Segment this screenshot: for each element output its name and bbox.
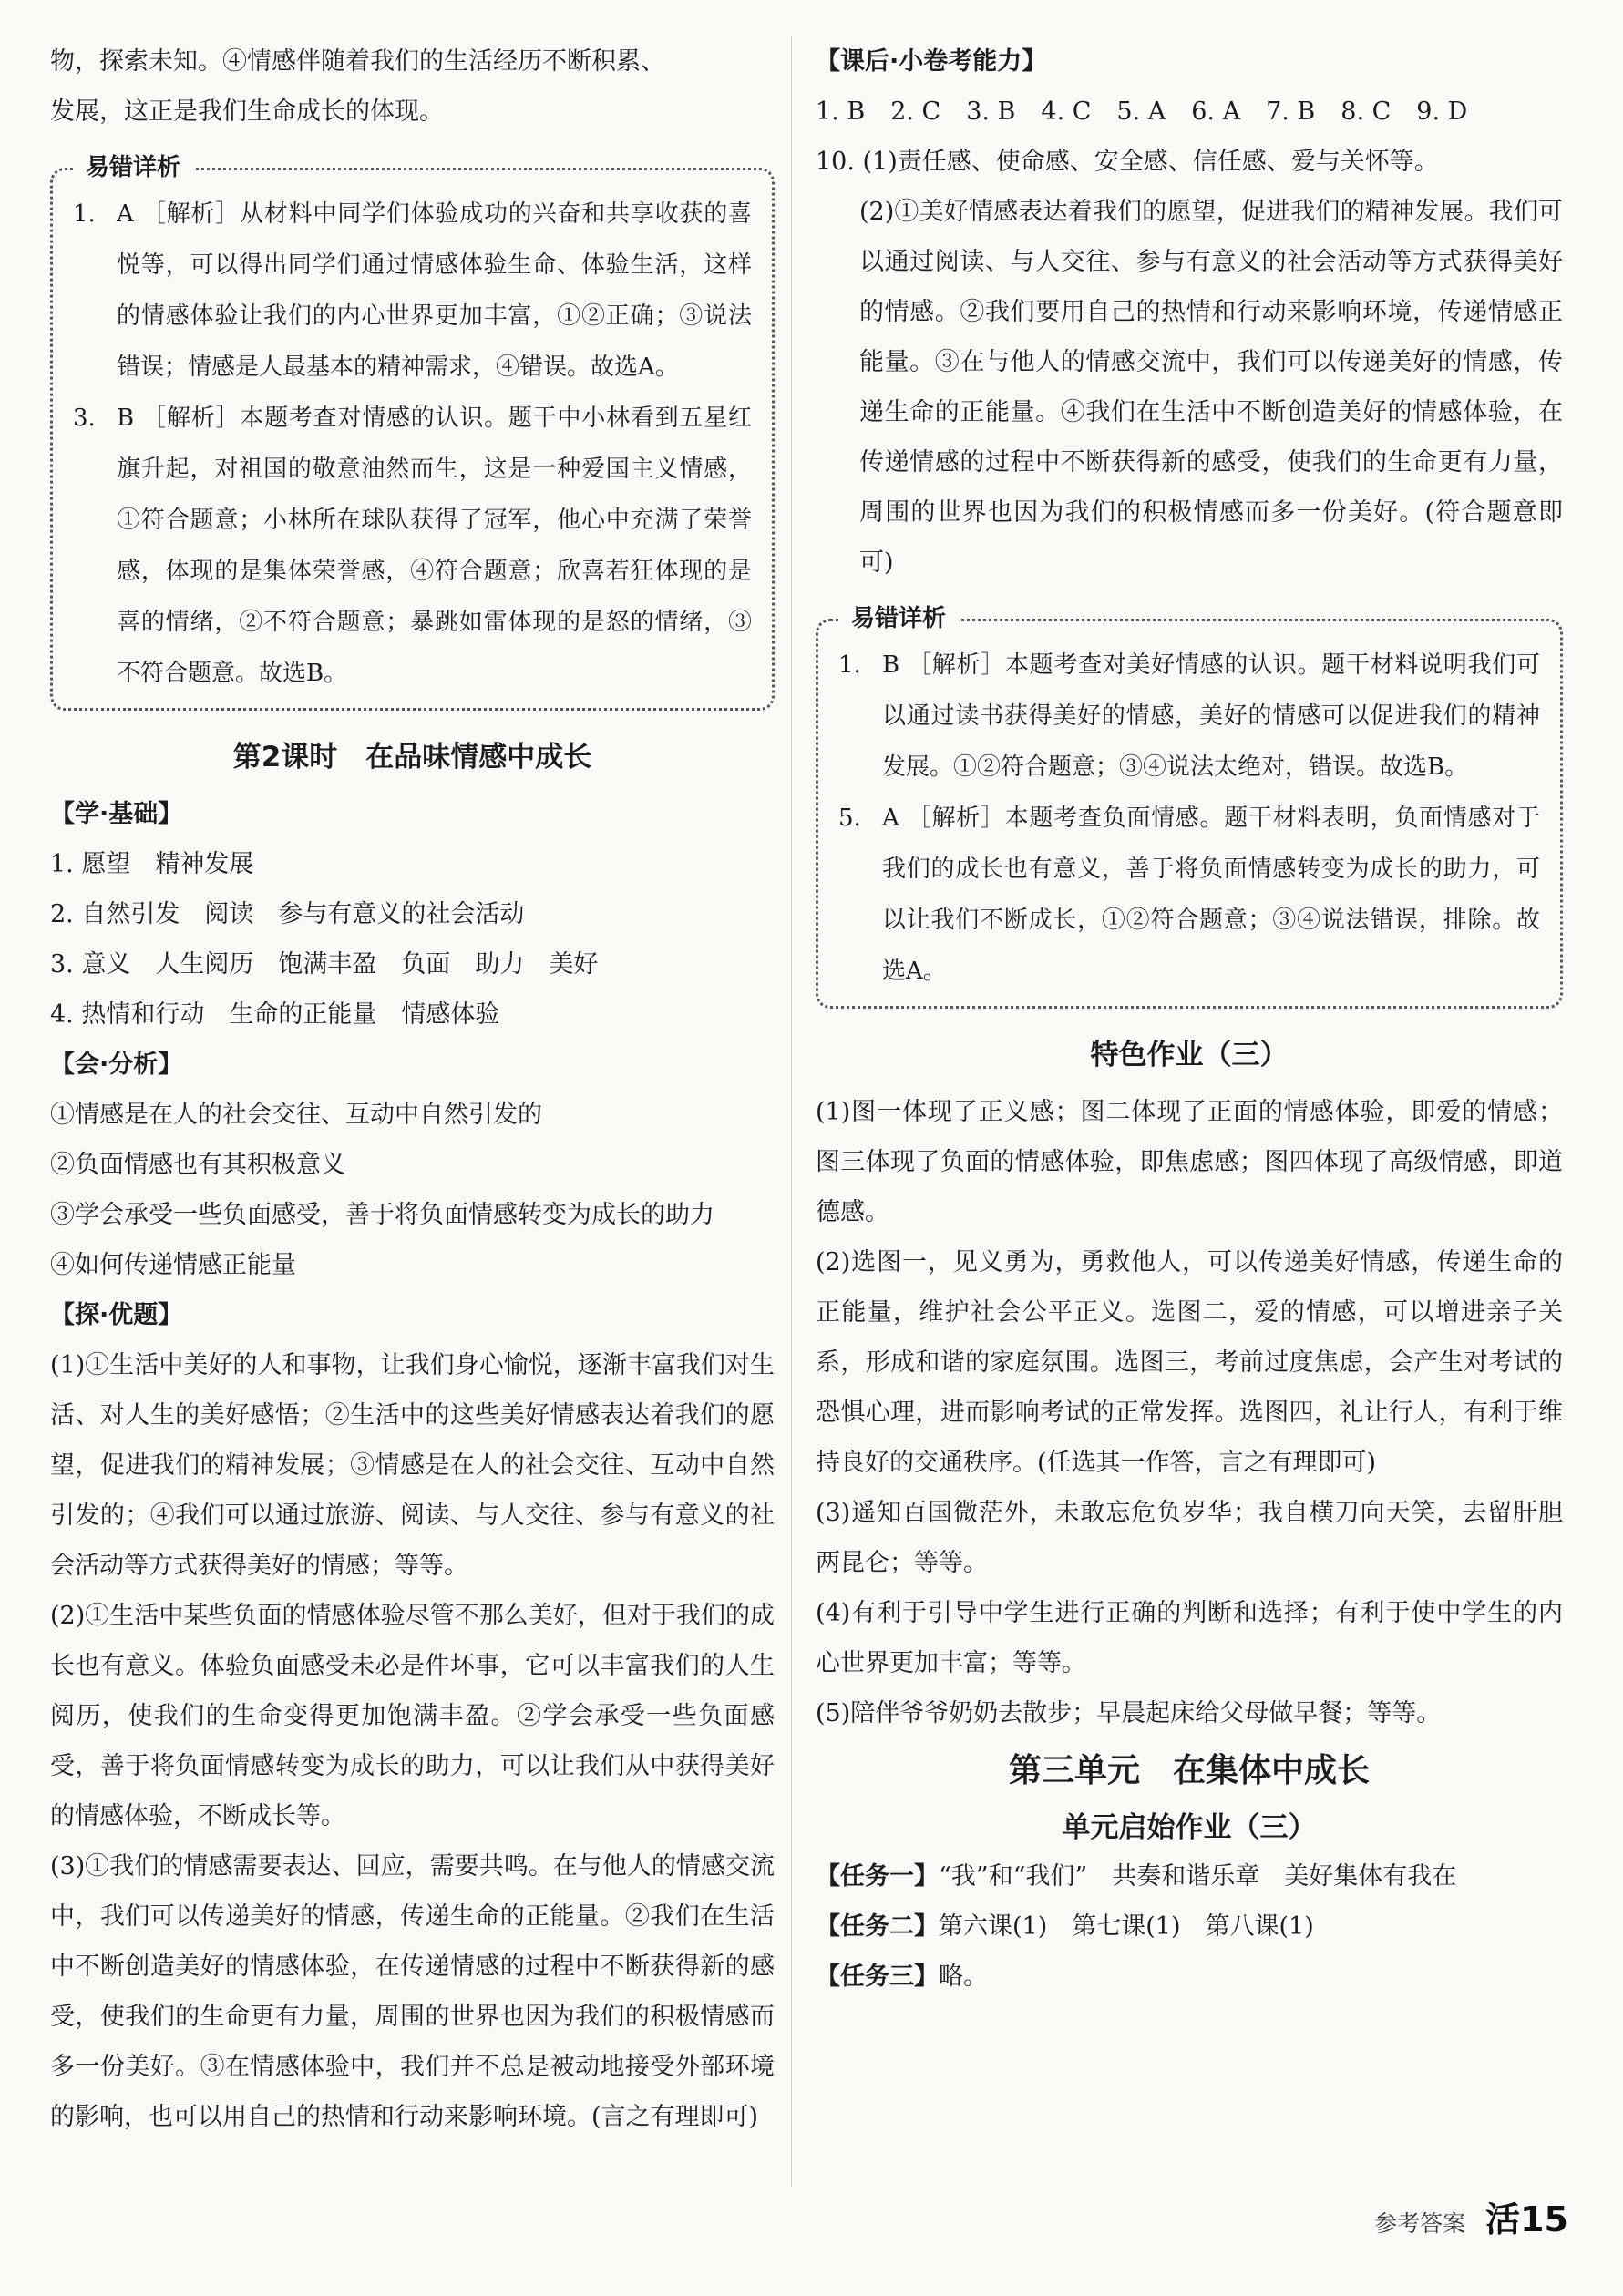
box-title: 易错详析: [838, 603, 959, 634]
q10-line: 10. (1)责任感、使命感、安全感、信任感、爱与关怀等。: [816, 148, 1439, 176]
item-number: 1.: [73, 200, 96, 228]
task-text: 略。: [939, 1963, 988, 1991]
analyze-line: ③学会承受一些负面感受，善于将负面情感转变为成长的助力: [50, 1201, 714, 1229]
intro-line-2: 发展，这正是我们生命成长的体现。: [50, 97, 444, 126]
special-para: (2)选图一，见义勇为，勇救他人，可以传递美好情感，传递生命的正能量，维护社会公平正义。选图二，爱的情感，可以增进亲子关系，形成和谐的家庭氛围。选图三，考前过度焦虑，会产生对考试的恐惧心理，进而影响考试的正常发挥。选图四，礼让行人，有利于维持良好的交通秩序。(任选其一作答，言之有理即可): [816, 1248, 1563, 1477]
answer: 7. B: [1266, 97, 1316, 126]
special-para: (5)陪伴爷爷奶奶去散步；早晨起床给父母做早餐；等等。: [816, 1699, 1442, 1727]
box-title: 易错详析: [73, 152, 193, 183]
unit-title: 第三单元 在集体中成长: [1008, 1752, 1370, 1789]
learn-tag: 【学·基础】: [50, 800, 183, 828]
learn-line: 4. 热情和行动 生命的正能量 情感体验: [50, 1000, 500, 1029]
learn-line: 1. 愿望 精神发展: [50, 850, 254, 878]
explore-para: (3)①我们的情感需要表达、回应，需要共鸣。在与他人的情感交流中，我们可以传递美好的情感，传递生命的正能量。②我们在生活中不断创造美好的情感体验，在传递情感的过程中不断获得新的感受，使我们的生命更有力量，周围的世界也因为我们的积极情感而多一份美好。③在情感体验中，我们并不总是被动地接受外部环境的影响，也可以用自己的热情和行动来影响环境。(言之有理即可): [50, 1852, 775, 2131]
answer: 2. C: [890, 97, 941, 126]
explore-para: (1)①生活中美好的人和事物，让我们身心愉悦，逐渐丰富我们对生活、对人生的美好感悟；②生活中的这些美好情感表达着我们的愿望，促进我们的精神发展；③情感是在人的社会交往、互动中自然引发的；④我们可以通过旅游、阅读、与人交往、参与有意义的社会活动等方式获得美好的情感；等等。: [50, 1351, 775, 1580]
answer: 6. A: [1191, 97, 1241, 126]
box-item: [838, 640, 1540, 793]
answer: 9. D: [1416, 97, 1468, 126]
task-tag: 【任务一】: [816, 1862, 939, 1891]
box-item: [838, 793, 1540, 997]
unit-subtitle: 单元启始作业（三）: [1062, 1811, 1317, 1844]
task-tag: 【任务三】: [816, 1963, 939, 1991]
special-para: (3)遥知百国微茫外，未敢忘危负岁华；我自横刀向天笑，去留肝胆两昆仑；等等。: [816, 1499, 1563, 1577]
task-text: “我”和“我们” 共奏和谐乐章 美好集体有我在: [939, 1862, 1457, 1891]
answer: 8. C: [1341, 97, 1392, 126]
task-line: [816, 1952, 1563, 2002]
analyze-line: ④如何传递情感正能量: [50, 1251, 296, 1279]
right-column: [816, 36, 1563, 2002]
special-para: (4)有利于引导中学生进行正确的判断和选择；有利于使中学生的内心世界更加丰富；等等。: [816, 1599, 1563, 1677]
answer: 1. B: [816, 97, 866, 126]
box-item: [73, 393, 752, 699]
analyze-tag: 【会·分析】: [50, 1051, 183, 1079]
answer-row: [816, 87, 1563, 137]
learn-line: 3. 意义 人生阅历 饱满丰盈 负面 助力 美好: [50, 950, 599, 979]
page-number: 活15: [1485, 2199, 1568, 2240]
special-para: (1)图一体现了正义感；图二体现了正面的情感体验，即爱的情感；图三体现了负面的情感体验，即焦虑感；图四体现了高级情感，即道德感。: [816, 1098, 1563, 1226]
task-line: [816, 1851, 1563, 1901]
item-text: B ［解析］本题考查对美好情感的认识。题干材料说明我们可以通过读书获得美好的情感，美好的情感可以促进我们的精神发展。①②符合题意；③④说法太绝对，错误。故选B。: [882, 651, 1540, 781]
explore-para: (2)①生活中某些负面的情感体验尽管不那么美好，但对于我们的成长也有意义。体验负面感受未必是件坏事，它可以丰富我们的人生阅历，使我们的生命变得更加饱满丰盈。②学会承受一些负面感受，善于将负面情感转变为成长的助力，可以让我们从中获得美好的情感体验，不断成长等。: [50, 1602, 775, 1830]
column-divider: [791, 36, 792, 2187]
error-analysis-box-1: [50, 154, 775, 711]
item-number: 1.: [838, 651, 861, 679]
learn-line: 2. 自然引发 阅读 参与有意义的社会活动: [50, 900, 525, 928]
answer: 4. C: [1041, 97, 1092, 126]
item-number: 5.: [838, 805, 861, 832]
item-number: 3.: [73, 405, 96, 432]
error-analysis-box-2: [816, 605, 1563, 1009]
task-text: 第六课(1) 第七课(1) 第八课(1): [939, 1912, 1314, 1941]
task-tag: 【任务二】: [816, 1912, 939, 1941]
item-text: A ［解析］从材料中同学们体验成功的兴奋和共享收获的喜悦等，可以得出同学们通过情感体验生命、体验生活，这样的情感体验让我们的内心世界更加丰富，①②正确；③说法错误；情感是人最基本的精神需求，④错误。故选A。: [117, 200, 752, 381]
box-item: [73, 189, 752, 393]
item-text: B ［解析］本题考查对情感的认识。题干中小林看到五星红旗升起，对祖国的敬意油然而生，这是一种爱国主义情感，①符合题意；小林所在球队获得了冠军，他心中充满了荣誉感，体现的是集体荣誉感，④符合题意；欣喜若狂体现的是喜的情绪，②不符合题意；暴跳如雷体现的是怒的情绪，③不符合题意。故选B。: [117, 405, 752, 687]
special-title: 特色作业（三）: [1090, 1039, 1289, 1071]
task-line: [816, 1901, 1563, 1952]
analyze-line: ②负面情感也有其积极意义: [50, 1151, 345, 1179]
item-text: A ［解析］本题考查负面情感。题干材料表明，负面情感对于我们的成长也有意义，善于将负面情感转变为成长的助力，可以让我们不断成长，①②符合题意；③④说法错误，排除。故选A。: [882, 805, 1540, 985]
intro-line-1: 物，探索未知。④情感伴随着我们的生活经历不断积累、: [50, 47, 665, 76]
explore-tag: 【探·优题】: [50, 1301, 183, 1329]
q10-para: (2)①美好情感表达着我们的愿望，促进我们的精神发展。我们可以通过阅读、与人交往、参与有意义的社会活动等方式获得美好的情感。②我们要用自己的热情和行动来影响环境，传递情感正能量。③在与他人的情感交流中，我们可以传递美好的情感，传递生命的正能量。④我们在生活中不断创造美好的情感体验，在传递情感的过程中不断获得新的感受，使我们的生命更有力量，周围的世界也因为我们的积极情感而多一份美好。(符合题意即可): [859, 198, 1563, 577]
answer: 5. A: [1116, 97, 1166, 126]
analyze-line: ①情感是在人的社会交往、互动中自然引发的: [50, 1101, 542, 1129]
answer: 3. B: [966, 97, 1016, 126]
page-footer: [1374, 2191, 1568, 2241]
left-column: [50, 36, 775, 2142]
footer-label: 参考答案: [1374, 2210, 1466, 2237]
lesson-title: 第2课时 在品味情感中成长: [232, 741, 592, 774]
quiz-tag: 【课后·小卷考能力】: [816, 47, 1047, 76]
